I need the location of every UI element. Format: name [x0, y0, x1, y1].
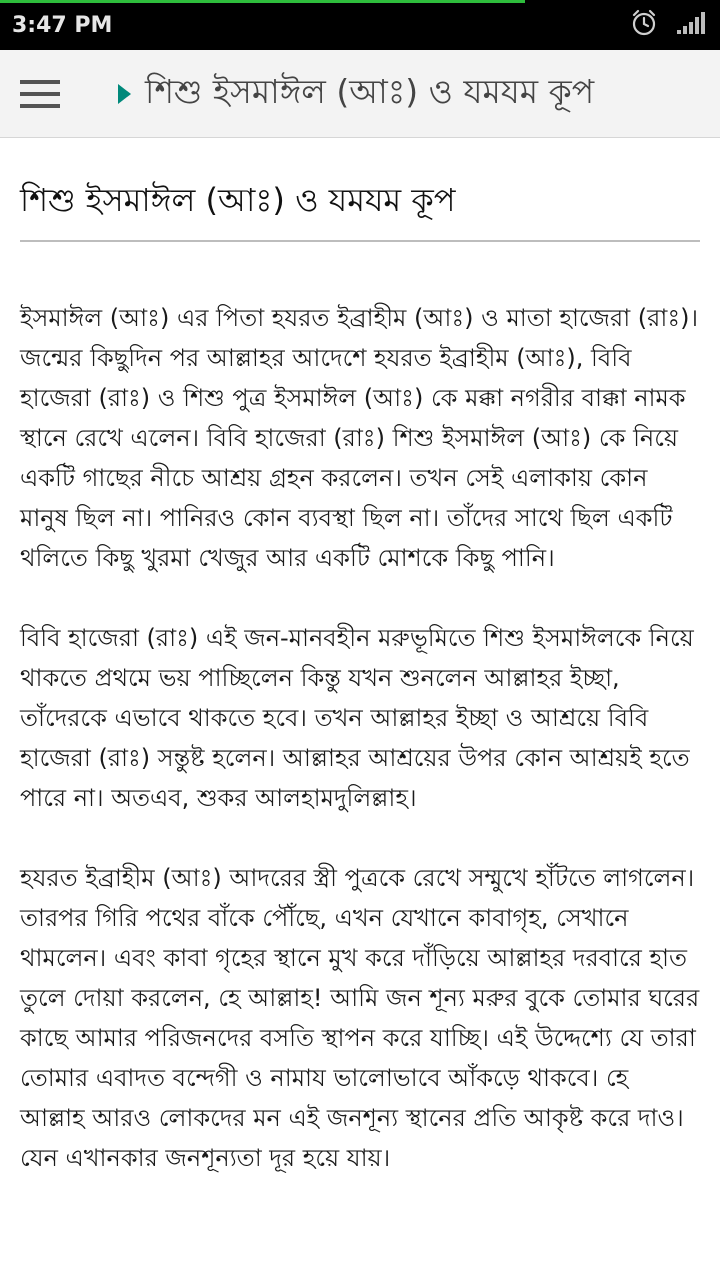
article-paragraph: ইসমাঈল (আঃ) এর পিতা হযরত ইব্রাহীম (আঃ) ও মাতা হাজেরা (রাঃ)। জন্মের কিছুদিন পর আল্লাহর আদেশে হযরত ইব্রাহীম (আঃ), বিবি হাজেরা (রাঃ) ও শিশু পুত্র ইসমাঈল (আঃ) কে মক্কা নগরীর বাক্কা নামক স্থানে রেখে এলেন। বিবি হাজেরা (রাঃ) শিশু ইসমাঈল (আঃ) কে নিয়ে একটি গাছের নীচে আশ্রয় গ্রহন করলেন। তখন সেই এলাকায় কোন মানুষ ছিল না। পানিরও কোন ব্যবস্থা ছিল না। তাঁদের সাথে ছিল একটি থলিতে কিছু খুরমা খেজুর আর একটি মোশকে কিছু পানি। — [20, 304, 699, 572]
article-content[interactable] — [20, 138, 700, 1178]
signal-icon — [676, 11, 708, 39]
hamburger-menu-icon[interactable] — [20, 80, 60, 108]
app-bar — [0, 50, 720, 138]
status-time: 3:47 PM — [12, 13, 113, 38]
article-paragraph: হযরত ইব্রাহীম (আঃ) আদরের স্ত্রী পুত্রকে রেখে সম্মুখে হাঁটতে লাগলেন। তারপর গিরি পথের বাঁকে পৌঁছে, এখন যেখানে কাবাগৃহ, সেখানে থামলেন। এবং কাবা গৃহের স্থানে মুখ করে দাঁড়িয়ে আল্লাহর দরবারে হাত তুলে দোয়া করলেন, হে আল্লাহ! আমি জন শূন্য মরুর বুকে তোমার ঘরের কাছে আমার পরিজনদের বসতি স্থাপন করে যাচ্ছি। এই উদ্দেশ্যে যে তারা তোমার এবাদত বন্দেগী ও নামায ভালোভাবে আঁকড়ে থাকবে। হে আল্লাহ আরও লোকদের মন এই জনশূন্য স্থানের প্রতি আকৃষ্ট করে দাও। যেন এখানকার জনশূন্যতা দূর হয়ে যায়। — [20, 864, 700, 1172]
title-divider — [20, 240, 700, 242]
article-paragraph: বিবি হাজেরা (রাঃ) এই জন-মানবহীন মরুভূমিতে শিশু ইসমাঈলকে নিয়ে থাকতে প্রথমে ভয় পাচ্ছিলেন কিন্তু যখন শুনলেন আল্লাহর ইচ্ছা, তাঁদেরকে এভাবে থাকতে হবে। তখন আল্লাহর ইচ্ছা ও আশ্রয়ে বিবি হাজেরা (রাঃ) সন্তুষ্ট হলেন। আল্লাহর আশ্রয়ের উপর কোন আশ্রয়ই হতে পারে না। অতএব, শুকর আলহামদুলিল্লাহ। — [20, 624, 694, 812]
status-icons — [630, 10, 708, 40]
app-bar-title: শিশু ইসমাঈল (আঃ) ও যমযম কূপ — [145, 71, 595, 111]
alarm-icon — [630, 9, 658, 41]
app-title-group — [118, 50, 594, 137]
article-title: শিশু ইসমাঈল (আঃ) ও যমযম কূপ — [20, 181, 456, 219]
play-arrow-icon — [118, 84, 131, 104]
loading-progress-bar — [0, 0, 525, 3]
status-bar — [0, 0, 720, 50]
